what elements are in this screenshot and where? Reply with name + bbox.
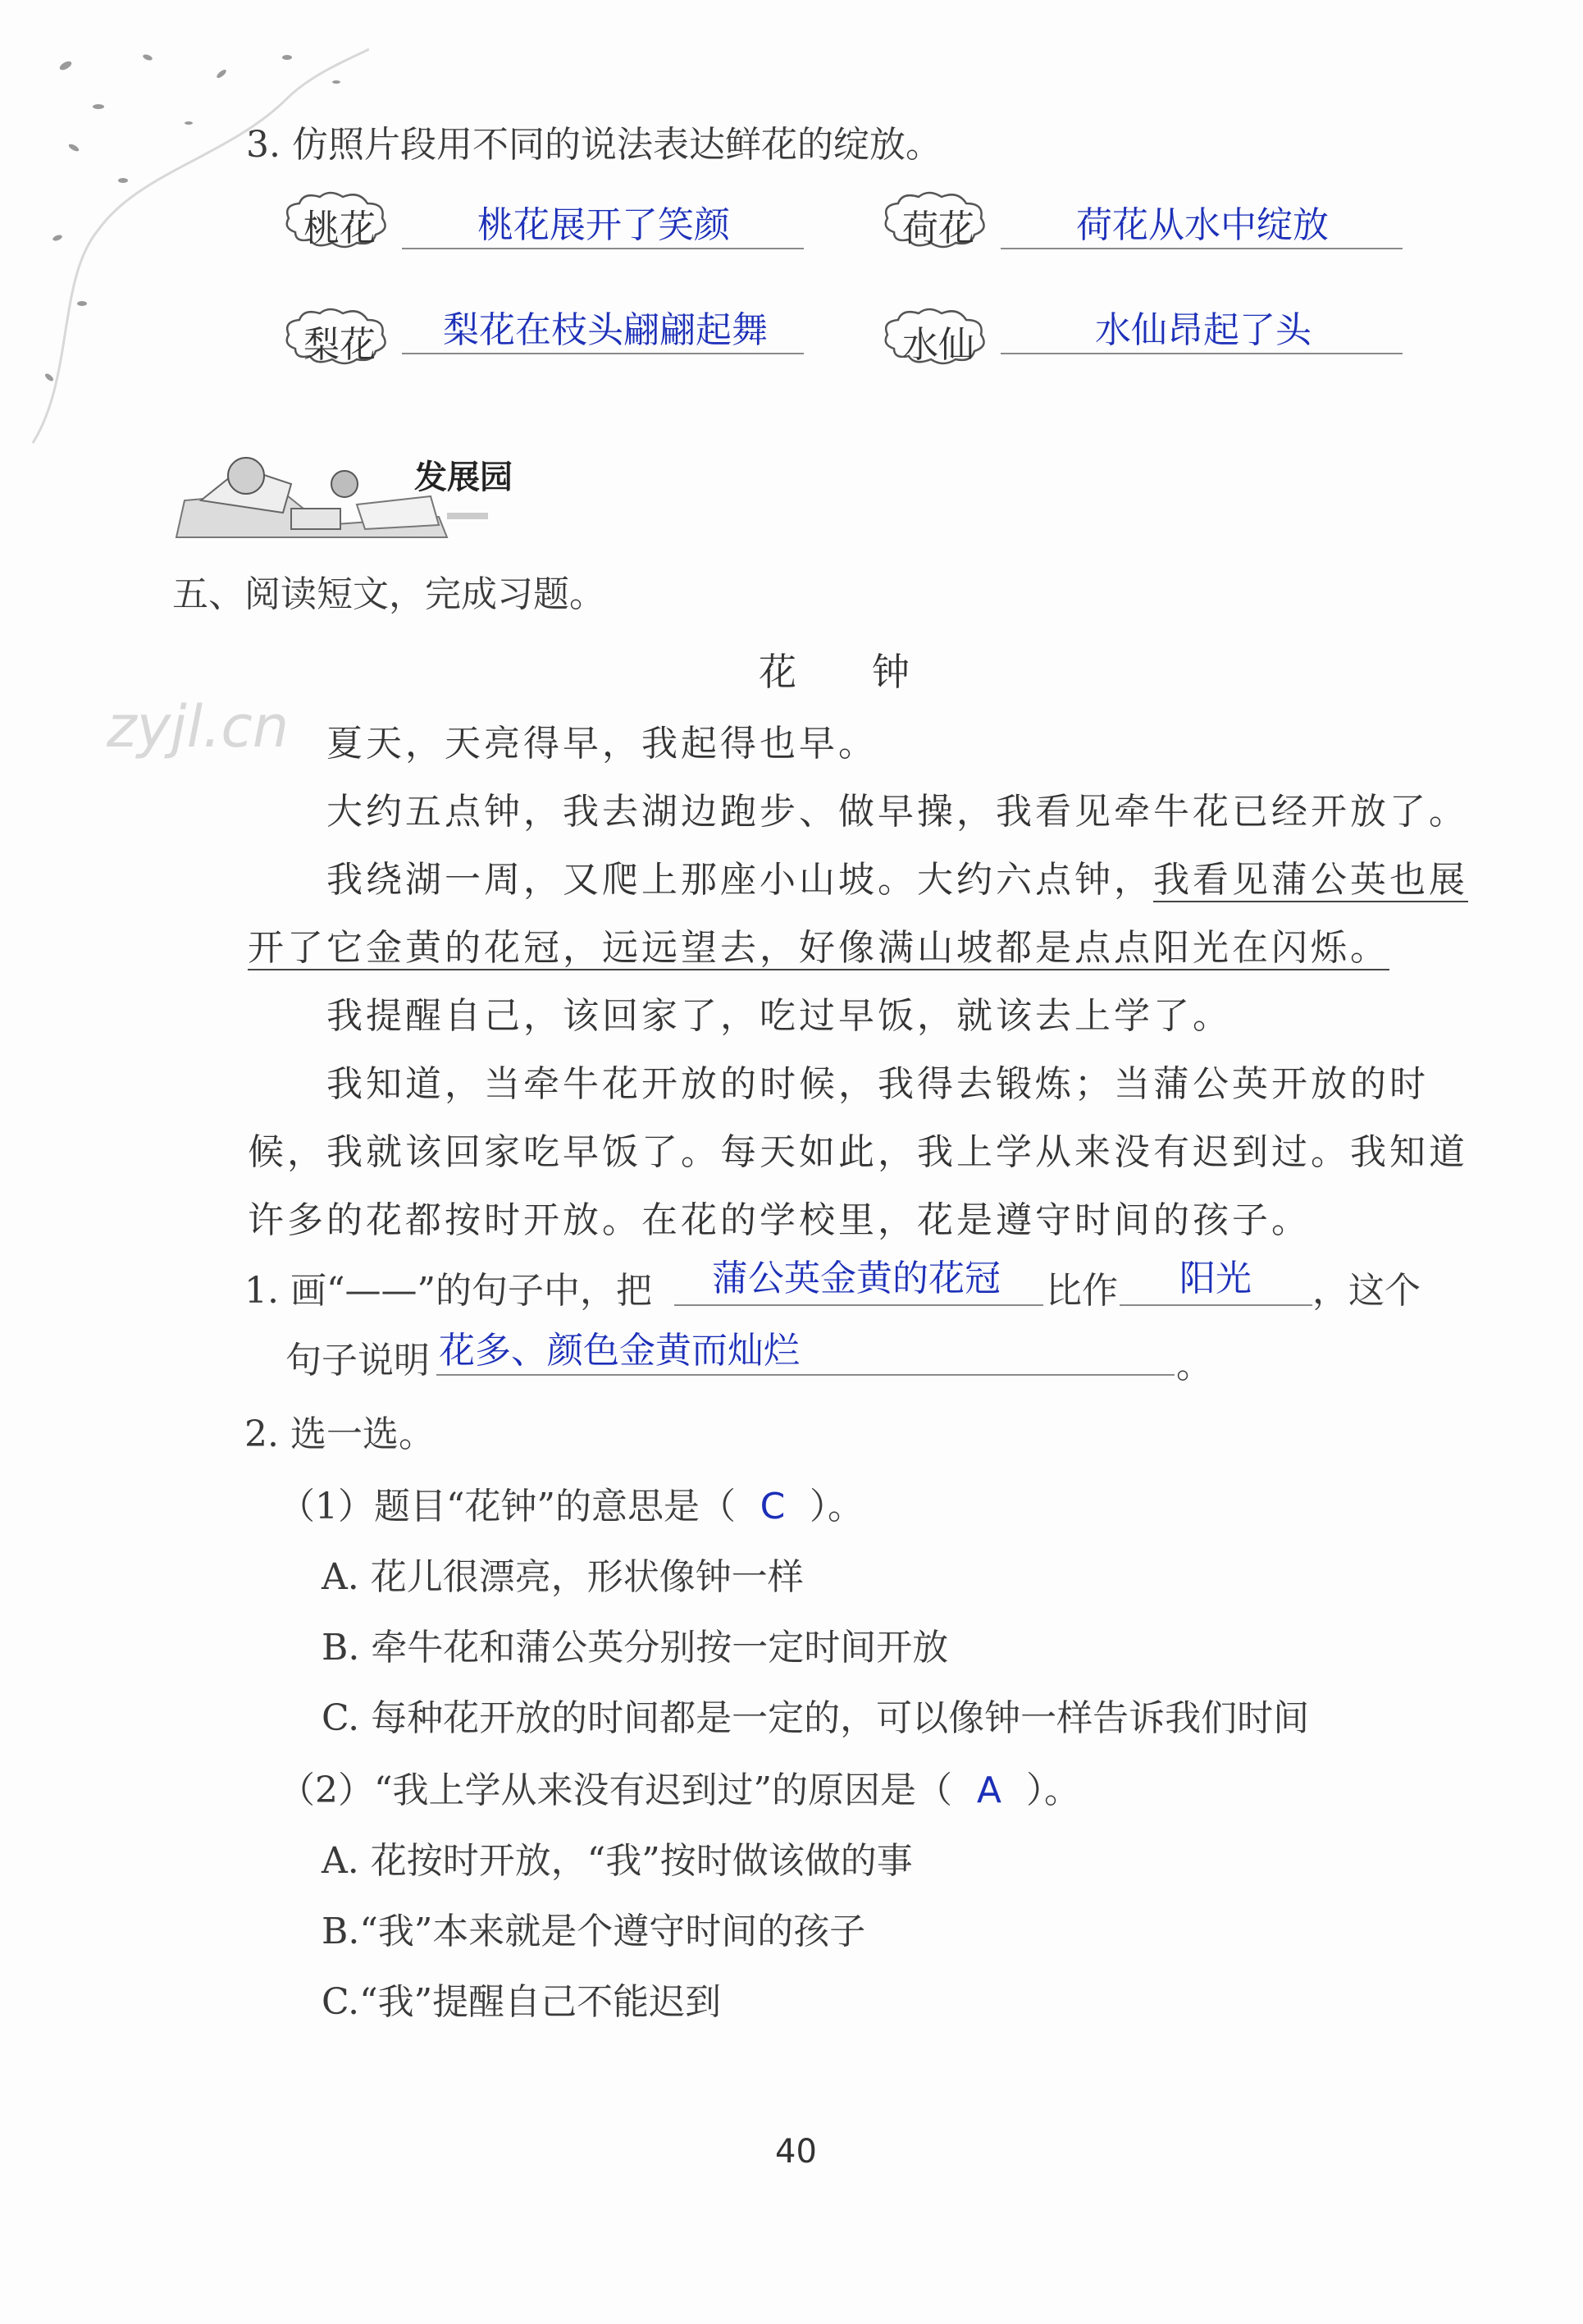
prompt-text: （1）题目“花钟”的意思是（: [279, 1486, 736, 1527]
answer-line: [402, 248, 804, 249]
answer-line: [1120, 1304, 1312, 1306]
underlined-sentence: 开了它金黄的花冠，远远望去，好像满山坡都是点点阳光在闪烁。: [248, 927, 1389, 969]
option-item: C. 每种花开放的时间都是一定的，可以像钟一样告诉我们时间: [322, 1697, 1310, 1739]
option-item: C.“我”提醒自己不能迟到: [322, 1981, 722, 2023]
handwritten-answer: 蒲公英金黄的花冠: [712, 1258, 1001, 1299]
section-banner: [168, 435, 513, 550]
passage-paragraph: [326, 850, 1468, 902]
flower-cloud-tag: [878, 304, 992, 369]
flower-cloud-tag: [279, 187, 394, 253]
q1-text: 句子说明: [285, 1340, 430, 1381]
handwritten-answer: 水仙昂起了头: [1095, 309, 1312, 351]
flower-name: 荷花: [902, 208, 974, 249]
option-item: A. 花按时开放，“我”按时做该做的事: [322, 1840, 913, 1882]
prompt-text: ）。: [809, 1486, 864, 1527]
option-item: B.“我”本来就是个遵守时间的孩子: [322, 1911, 866, 1952]
passage-paragraph: 许多的花都按时开放。在花的学校里，花是遵守时间的孩子。: [248, 1199, 1311, 1241]
flower-name: 水仙: [902, 324, 974, 366]
option-item: B. 牵牛花和蒲公英分别按一定时间开放: [322, 1627, 949, 1669]
answer-line: [436, 1374, 1175, 1376]
passage-paragraph: 夏天，天亮得早，我起得也早。: [326, 723, 878, 765]
q2-sub1-prompt: [279, 1477, 864, 1529]
passage-paragraph: 我知道，当牵牛花开放的时候，我得去锻炼；当蒲公英开放的时: [326, 1063, 1429, 1105]
section-heading: 五、阅读短文，完成习题。: [172, 573, 605, 615]
handwritten-answer: A: [976, 1769, 1002, 1811]
answer-line: [402, 353, 804, 354]
q2-sub2-prompt: [279, 1760, 1080, 1813]
passage-paragraph: 候，我就该回家吃早饭了。每天如此，我上学从来没有迟到过。我知道: [248, 1131, 1468, 1173]
section-banner-title: 发展园: [414, 459, 513, 496]
handwritten-answer: 桃花展开了笑颜: [477, 204, 730, 246]
passage-text: 我绕湖一周，又爬上那座小山坡。大约六点钟，: [326, 859, 1153, 901]
page-number: 40: [775, 2133, 817, 2171]
answer-line: [1001, 248, 1403, 249]
option-item: A. 花儿很漂亮，形状像钟一样: [322, 1556, 804, 1598]
answer-line: [1001, 353, 1403, 354]
passage-paragraph: 大约五点钟，我去湖边跑步、做早操，我看见牵牛花已经开放了。: [326, 791, 1468, 833]
passage-paragraph: [248, 918, 1389, 970]
flower-name: 梨花: [303, 324, 376, 366]
passage-paragraph: 我提醒自己，该回家了，吃过早饭，就该去上学了。: [326, 995, 1232, 1037]
watermark: zyjl.cn: [107, 693, 290, 760]
handwritten-answer: 花多、颜色金黄而灿烂: [439, 1330, 800, 1372]
flower-name: 桃花: [303, 208, 376, 249]
underlined-sentence: 我看见蒲公英也展: [1153, 859, 1468, 901]
prompt-text: ）。: [1025, 1769, 1080, 1811]
answer-line: [674, 1304, 1043, 1306]
handwritten-answer: 荷花从水中绽放: [1076, 204, 1329, 246]
flower-cloud-tag: [279, 304, 394, 369]
q2-label: 2. 选一选。: [244, 1413, 435, 1455]
q3-prompt: 3. 仿照片段用不同的说法表达鲜花的绽放。: [246, 124, 942, 166]
handwritten-answer: 梨花在枝头翩翩起舞: [443, 309, 768, 351]
q1-text: 。: [1176, 1345, 1212, 1386]
handwritten-answer: C: [760, 1486, 786, 1527]
passage-title: 花 钟: [759, 650, 910, 694]
q1-text: 比作: [1046, 1270, 1118, 1312]
q1-text: 1. 画“——”的句子中，把: [244, 1270, 652, 1312]
flower-cloud-tag: [878, 187, 992, 253]
q1-text: ，这个: [1312, 1270, 1421, 1312]
handwritten-answer: 阳光: [1179, 1258, 1252, 1299]
prompt-text: （2）“我上学从来没有迟到过”的原因是（: [279, 1769, 952, 1811]
